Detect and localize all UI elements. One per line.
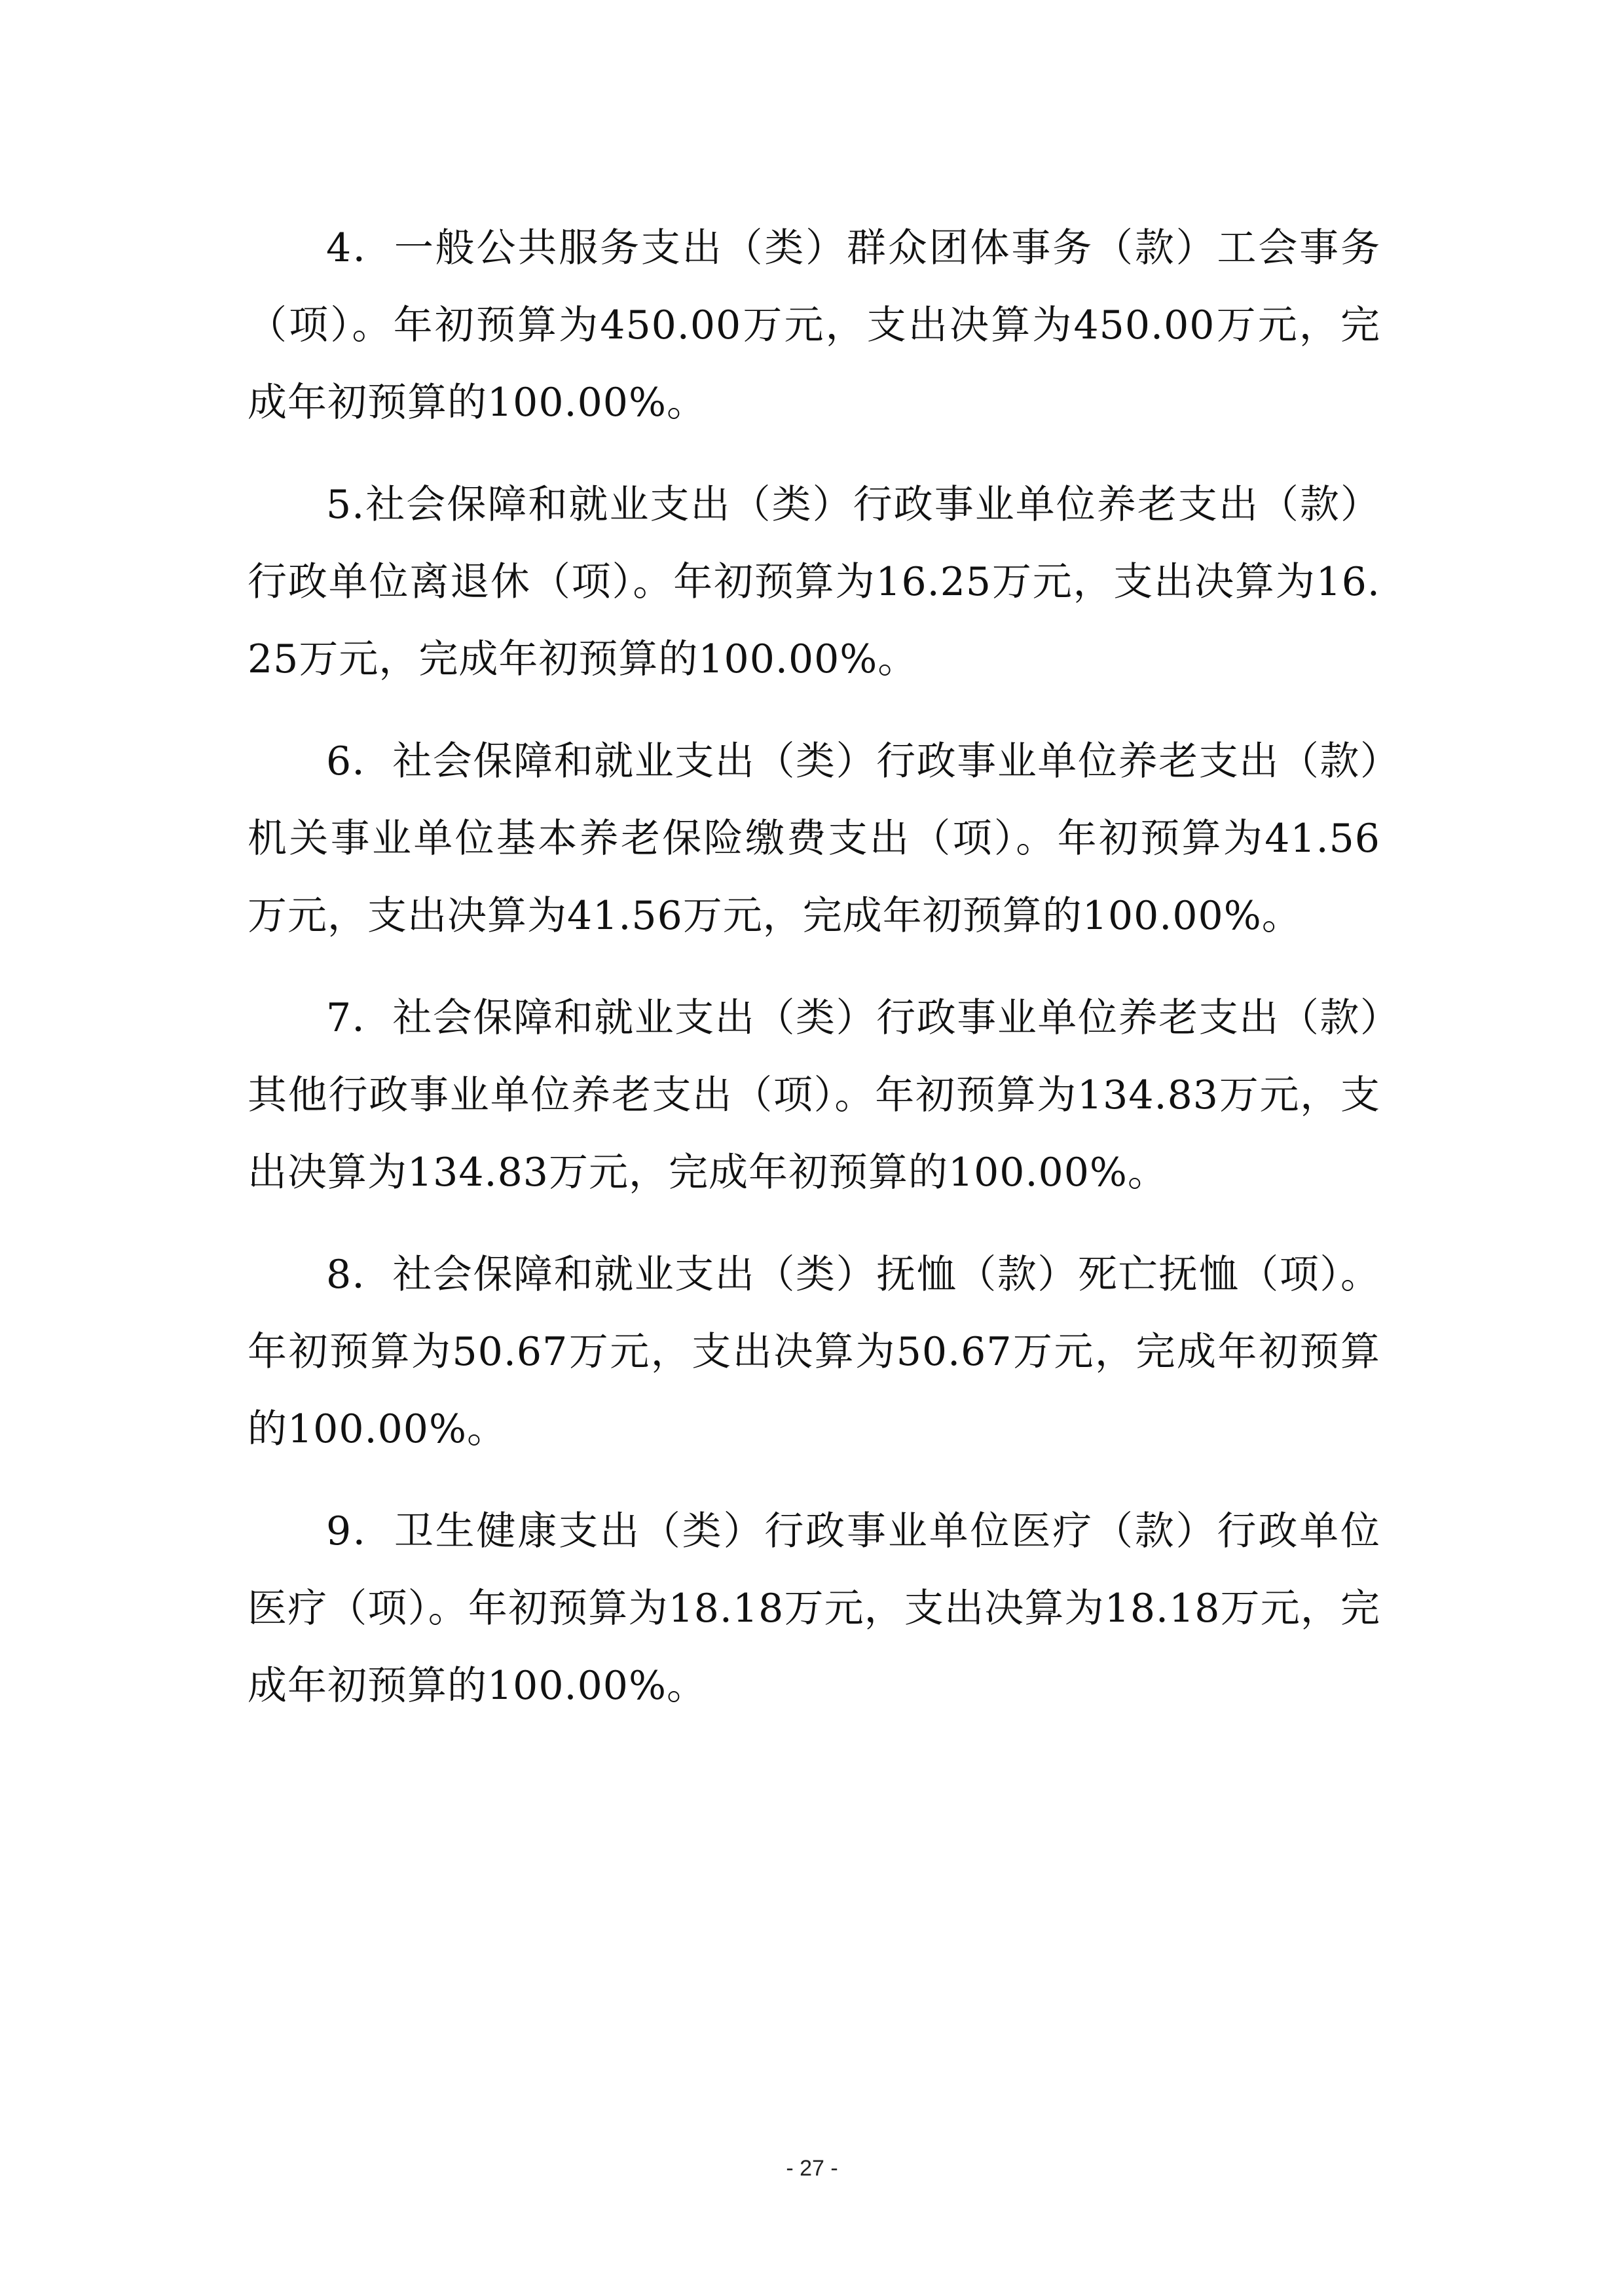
page-number: - 27 - [786,2156,838,2181]
paragraph-item-4: 4．一般公共服务支出（类）群众团体事务（款）工会事务（项）。年初预算为450.00万元，支出决算为450.00万元，完成年初预算的100.00%。 [248,225,1380,426]
paragraph-item-9: 9．卫生健康支出（类）行政事业单位医疗（款）行政单位医疗（项）。年初预算为18.18万元，支出决算为18.18万元，完成年初预算的100.00%。 [248,1508,1380,1709]
paragraph-item-6: 6．社会保障和就业支出（类）行政事业单位养老支出（款）机关事业单位基本养老保险缴费支出（项）。年初预算为41.56万元，支出决算为41.56万元，完成年初预算的100.00%。 [248,738,1380,939]
paragraph-item-8: 8．社会保障和就业支出（类）抚恤（款）死亡抚恤（项）。年初预算为50.67万元，支出决算为50.67万元，完成年初预算的100.00%。 [248,1252,1380,1452]
document-body [248,210,1380,1749]
paragraph-item-5: 5.社会保障和就业支出（类）行政事业单位养老支出（款）行政单位离退休（项）。年初预算为16.25万元，支出决算为16.25万元，完成年初预算的100.00%。 [248,482,1380,682]
paragraph-item-7: 7．社会保障和就业支出（类）行政事业单位养老支出（款）其他行政事业单位养老支出（项）。年初预算为134.83万元，支出决算为134.83万元，完成年初预算的100.00%。 [248,995,1380,1195]
